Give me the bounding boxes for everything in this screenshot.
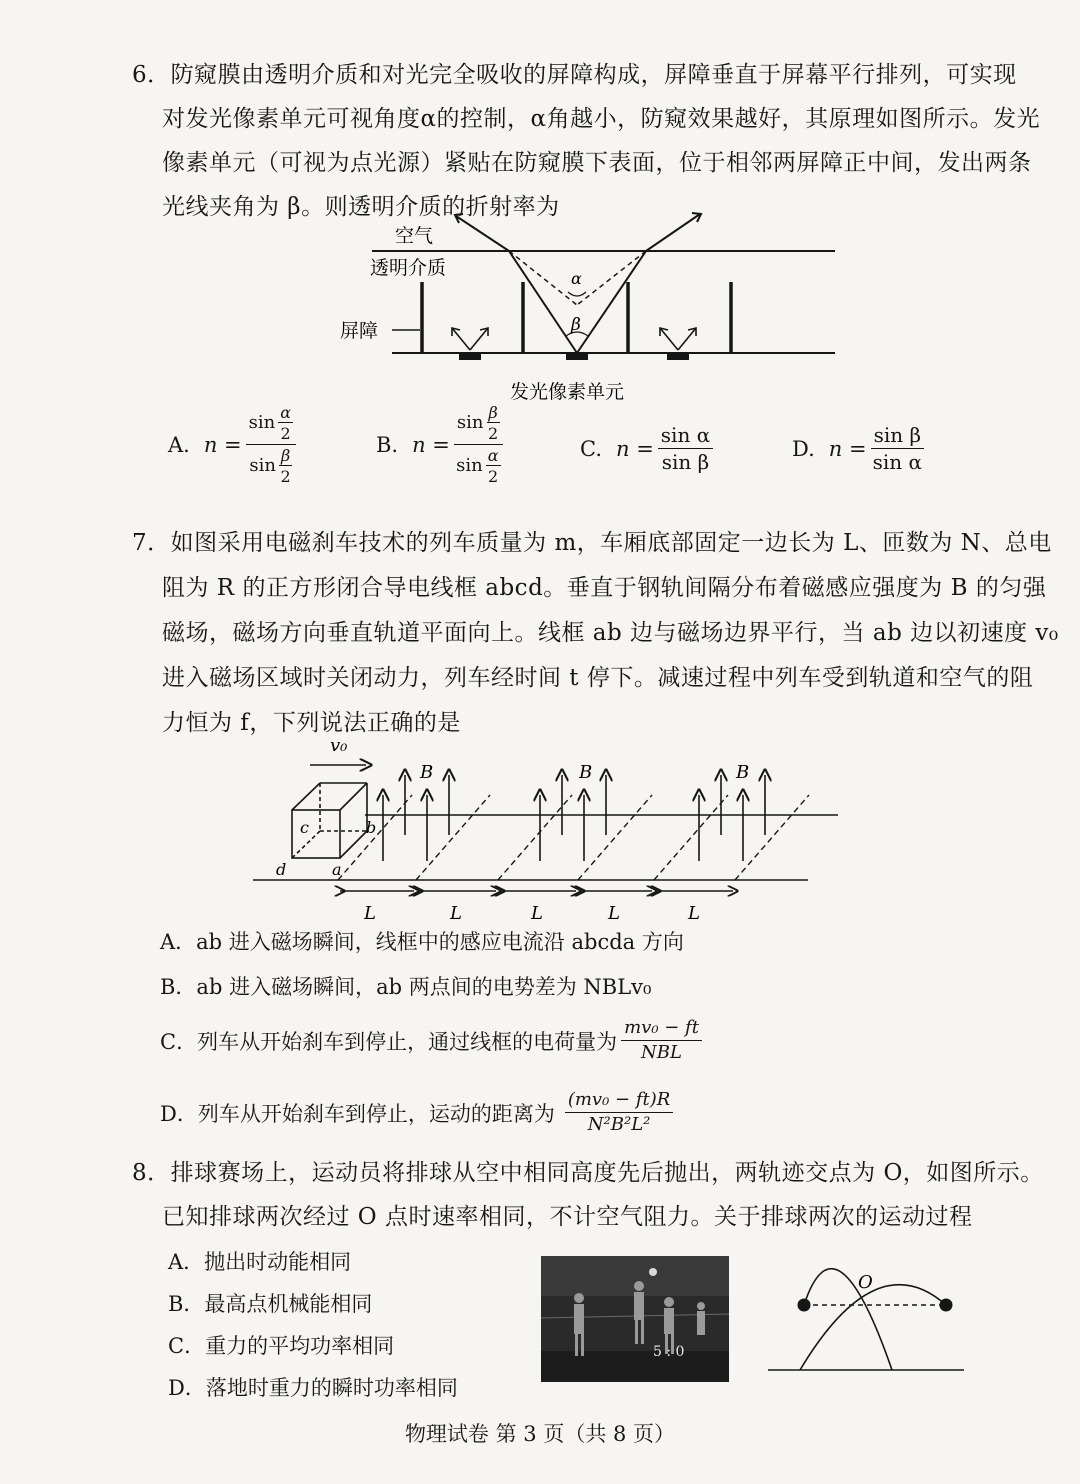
q7-line-1: 7．如图采用电磁刹车技术的列车质量为 m，车厢底部固定一边长为 L、匝数为 N、总电: [132, 530, 1052, 556]
corner-c: c: [300, 818, 309, 837]
b-label-3: B: [736, 762, 750, 783]
page-footer: 物理试卷 第 3 页（共 8 页）: [404, 1422, 676, 1446]
q7-option-b[interactable]: B．ab 进入磁场瞬间，ab 两点间的电势差为 NBLv₀: [160, 975, 652, 999]
launch-point-right: [940, 1299, 953, 1312]
q8-option-d[interactable]: D．落地时重力的瞬时功率相同: [168, 1376, 458, 1400]
q6-option-a[interactable]: A. n = sin $\frac{\alpha}{2}$ sin $\frac{\beta}{2}$: [168, 404, 296, 485]
v0-label: v₀: [330, 735, 348, 756]
q8-option-a[interactable]: A．抛出时动能相同: [168, 1250, 352, 1274]
l-label-2: L: [450, 903, 462, 924]
q8-line-1: 8．排球赛场上，运动员将排球从空中相同高度先后抛出，两轨迹交点为 O，如图所示。: [132, 1160, 1044, 1186]
corner-d: d: [276, 860, 287, 879]
l-label-1: L: [364, 903, 376, 924]
q8-line-2: 已知排球两次经过 O 点时速率相同，不计空气阻力。关于排球两次的运动过程: [162, 1204, 973, 1230]
alpha-label: α: [571, 269, 582, 288]
q6-option-b[interactable]: B. n = sin $\frac{\beta}{2}$ sin $\frac{\alpha}{2}$: [376, 404, 503, 485]
pixel-3: [667, 353, 689, 360]
score-text: 5 : 0: [653, 1344, 685, 1360]
q8-option-b[interactable]: B．最高点机械能相同: [168, 1292, 373, 1316]
q7-figure: [0, 735, 1080, 925]
air-label: 空气: [395, 225, 434, 247]
q6-option-c[interactable]: C. n = $\frac{\text{sin α}}{\text{sin β}}$: [580, 424, 713, 473]
q7-option-c[interactable]: C．列车从开始刹车到停止，通过线框的电荷量为 $\frac{\text{mv₀ − ft}}{\text{NBL}}$: [160, 1018, 702, 1063]
corner-b: b: [366, 818, 377, 837]
b-label-2: B: [579, 762, 593, 783]
q6-figure: [0, 210, 1080, 410]
q7-line-3: 磁场，磁场方向垂直轨道平面向上。线框 ab 边与磁场边界平行，当 ab 边以初速度 v₀: [162, 620, 1059, 646]
beta-label: β: [571, 315, 581, 335]
q7-line-4: 进入磁场区域时关闭动力，列车经时间 t 停下。减速过程中列车受到轨道和空气的阻: [162, 665, 1034, 691]
q7-line-5: 力恒为 f，下列说法正确的是: [162, 710, 461, 736]
q8-trajectory-figure: [766, 1248, 976, 1378]
o-label: O: [858, 1272, 873, 1293]
pixel-1: [459, 353, 481, 360]
q6-line-2: 对发光像素单元可视角度α的控制，α角越小，防窥效果越好，其原理如图所示。发光: [162, 106, 1041, 132]
q7-option-d[interactable]: D．列车从开始刹车到停止，运动的距离为 $\frac{\text{(mv₀ − ft)R}}{\text{N²B²L²}}$: [160, 1090, 673, 1135]
q8-option-c[interactable]: C．重力的平均功率相同: [168, 1334, 395, 1358]
pixel-2: [566, 353, 588, 360]
launch-point-left: [798, 1299, 811, 1312]
q6-line-3: 像素单元（可视为点光源）紧贴在防窥膜下表面，位于相邻两屏障正中间，发出两条: [162, 150, 1032, 176]
q6-option-d[interactable]: D. n = $\frac{\text{sin β}}{\text{sin α}}$: [792, 424, 924, 473]
q7-option-a[interactable]: A．ab 进入磁场瞬间，线框中的感应电流沿 abcda 方向: [160, 930, 684, 954]
q6-line-4: 光线夹角为 β。则透明介质的折射率为: [162, 194, 560, 220]
q7-line-2: 阻为 R 的正方形闭合导电线框 abcd。垂直于钢轨间隔分布着磁感应强度为 B 的匀强: [162, 575, 1047, 601]
l-label-4: L: [608, 903, 620, 924]
b-label-1: B: [420, 762, 434, 783]
l-label-5: L: [688, 903, 700, 924]
q6-line-1: 6．防窥膜由透明介质和对光完全吸收的屏障构成，屏障垂直于屏幕平行排列，可实现: [132, 62, 1017, 88]
barrier-label: 屏障: [340, 320, 379, 342]
medium-label: 透明介质: [370, 257, 447, 279]
volleyball-photo: [541, 1256, 729, 1382]
pixel-label: 发光像素单元: [510, 381, 625, 403]
corner-a: a: [332, 860, 342, 879]
l-label-3: L: [531, 903, 543, 924]
